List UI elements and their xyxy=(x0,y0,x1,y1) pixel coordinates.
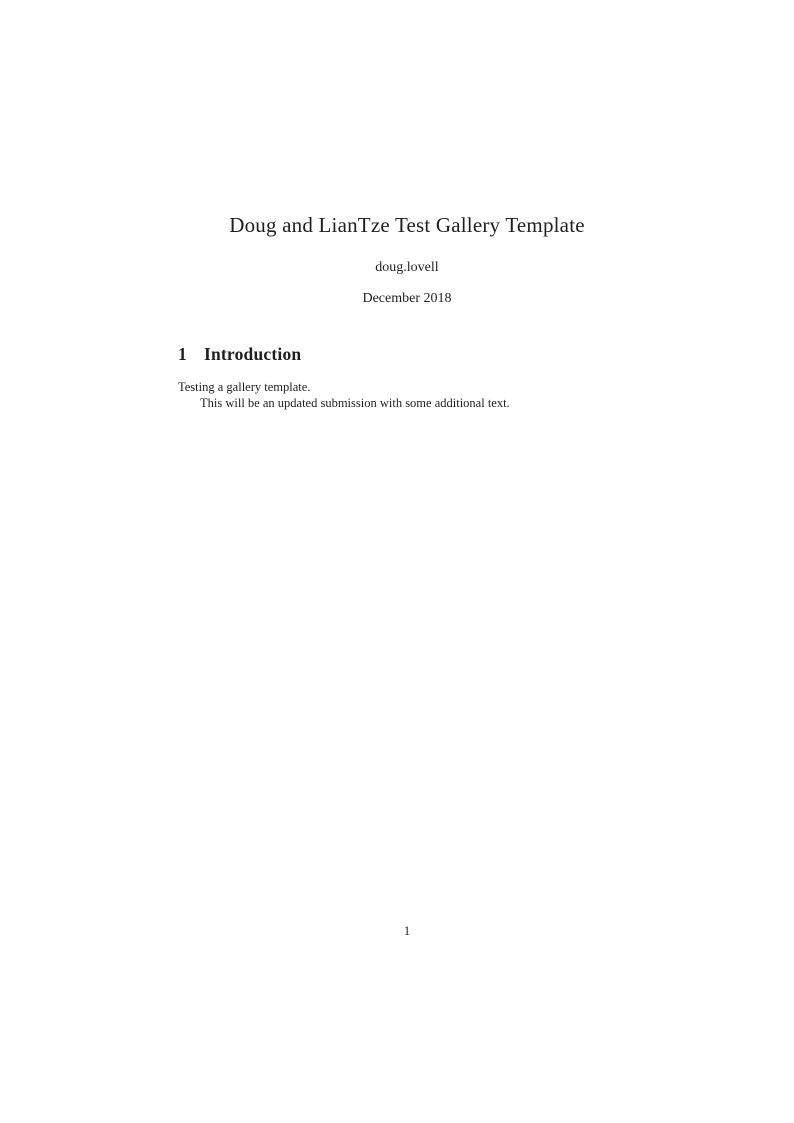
body-text xyxy=(178,379,636,411)
section-title: Introduction xyxy=(203,344,302,364)
document-date: December 2018 xyxy=(362,291,452,306)
section-heading xyxy=(178,342,636,366)
document-author: doug.lovell xyxy=(375,260,439,275)
paragraph: This will be an updated submission with some additional text. xyxy=(200,396,510,410)
page-number: 1 xyxy=(403,924,411,938)
document-title: Doug and LianTze Test Gallery Template xyxy=(229,213,585,237)
section-number: 1 xyxy=(178,344,187,364)
paragraph: Testing a gallery template. xyxy=(178,380,311,394)
